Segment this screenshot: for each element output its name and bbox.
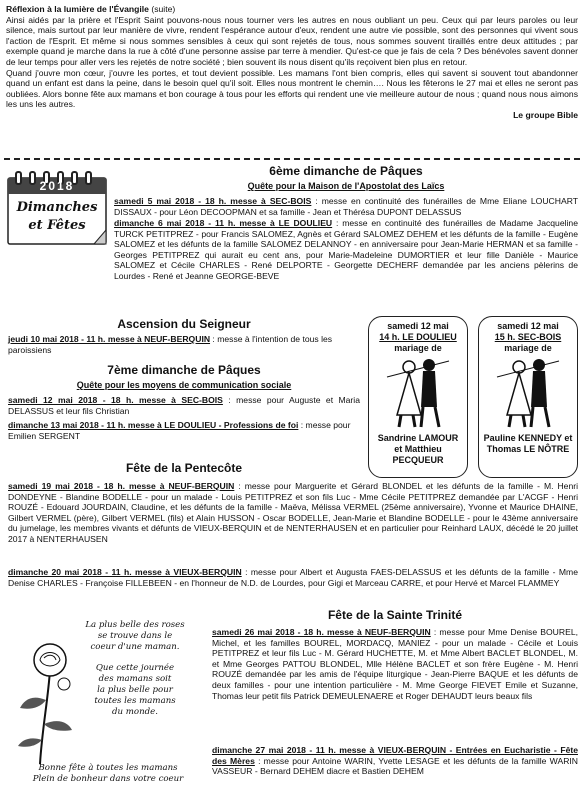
poem-line: du monde. — [112, 707, 158, 717]
wedding-2-date: samedi 12 mai — [497, 321, 559, 331]
reflection-signature: Le groupe Bible — [513, 109, 578, 120]
easter6-entry-2: dimanche 6 mai 2018 - 11 h. messe à LE DOULIEU : messe en continuité des funérailles de Madame Jacqueline TURCK PETITPREZ - pour Francis SALOMEZ, Agnès et Gérard SALOMEZ DEHEM et les défunts de la famille - Eugène SALOMEZ et les défunts de la famille SALOMEZ DELANNOY - en anniversaire pour Jean-Marie HERMAN et sa famille - Georges PETITPREZ qui aurait eu cent ans, pour Marie-Madeleine DUMORTIER et leur fille Danièle - Maurice SALOMEZ et Cécile CHARLES - René DELPORTE - Georgette DECHERF demandée par les anciens pèlerins de Lourdes - René et Jeanne GEORGE-BEVE — [114, 218, 578, 281]
wedding-couple-icon — [383, 357, 453, 429]
wedding-1-label: mariage de — [394, 343, 442, 353]
wedding-1-date: samedi 12 mai — [387, 321, 449, 331]
calendar-line-2: et Fêtes — [28, 218, 86, 233]
wedding-2-label: mariage de — [504, 343, 552, 353]
calendar-icon — [6, 170, 108, 246]
reflection-paragraph-1: Ainsi aidés par la prière et l'Esprit Saint pouvons-nous nous tourner vers les autres en nous oubliant un peu. Ceux qui par leurs paroles ou leur silence, mais surtout par leur manière de vivre, rendent l'espérance autour d'eux, rendent une autre vie possible, sont des personnes qui vivent sous l'action de l'Esprit. Et même si nous sommes sensibles à ceux qui sont rejetés de tous, nous sommes souvent tiraillés entre deux attitudes ; par exemple quand je marche dans la rue à côté d'une personne assise par terre à mendier. Qu'est-ce que je fais de cela ? Des bénévoles savent donner de leur temps pour aller vers les rejetés de notre société ; bien souvent ils nous disent qu'ils reçoivent bien plus en retour. — [6, 14, 578, 67]
poem-line: Bonne fête à toutes les mamans — [38, 763, 178, 773]
trinity-title: Fête de la Sainte Trinité — [327, 608, 463, 622]
easter6-subtitle: Quête pour la Maison de l'Apostolat des Laïcs — [247, 181, 445, 191]
ascension-title: Ascension du Seigneur — [117, 317, 251, 331]
wedding-box-1 — [368, 316, 468, 478]
pentecost-entry-2: dimanche 20 mai 2018 - 11 h. messe à VIEUX-BERQUIN : messe pour Albert et Augusta FAES-DELASSUS et les défunts de la famille - Mme Denise CHARLES - Françoise FILLEBEEN - en l'honneur de N.D. de Lourdes, pour Gigi et Marceau CARRE, et pour Hervé et Marcel FLAMMEY — [8, 567, 578, 588]
pentecost-title: Fête de la Pentecôte — [125, 461, 243, 475]
easter7-title: 7ème dimanche de Pâques — [107, 363, 261, 377]
easter6-entry-1: samedi 5 mai 2018 - 18 h. messe à SEC-BOIS : messe en continuité des funérailles de Mme Eliane LOUCHART DISSAUX - pour Léon DECOOPMAN et sa famille - Jean et Thérésa DUPONT DELASSUS — [114, 196, 579, 217]
poem-line: coeur d'une maman. — [90, 642, 180, 652]
easter7-subtitle: Quête pour les moyens de communication sociale — [76, 380, 292, 390]
easter7-entry-2: dimanche 13 mai 2018 - 11 h. messe à LE DOULIEU - Professions de foi : messe pour Emilien SERGENT — [8, 420, 351, 441]
poem-line: La plus belle des roses — [85, 620, 185, 630]
easter6-title: 6ème dimanche de Pâques — [269, 164, 423, 178]
wedding-box-2 — [478, 316, 578, 478]
poem — [60, 620, 210, 718]
reflection-section — [6, 4, 578, 121]
section-divider — [4, 158, 580, 160]
reflection-paragraph-2: Quand j'ouvre mon cœur, j'ouvre les portes, et tout devient possible. Les mamans l'ont bien compris, elles qui savent si souvent tout abandonner quand un enfant est dans la peine, dans le besoin quel qu'il soit. Elles nous montrent le chemin…. Nous les fêterons le 27 mai et elles ne seront pas oubliées. Alors bonne fête aux mamans et bon courage à tous pour les efforts qui rendent une vie meilleure autour de nous ; quand nous nous aimons les uns les autres. — [6, 67, 578, 110]
wedding-1-time-place: 14 h. LE DOULIEU — [379, 332, 457, 342]
pentecost-entry-1: samedi 19 mai 2018 - 18 h. messe à NEUF-BERQUIN : messe pour Marguerite et Gérard BLONDEL et les défunts de la famille - M. Henri DONDEYNE - Blandine BODELLE - pour un malade - Louis PETITPREZ et son fils Luc - Mme Cécile PETITPREZ demandée par L'ACGF - Henri ROUZÉ - Edouard JOURDAIN, Claudine, et les défunts de la famille - Maëva, Mélissa VERMEL (25ème anniversaire), Yvonne et Maurice DHAINE, Gilbert VERMEL (père), Gilbert VERMEL (fils) et Alain HUSSON - Oscar BODELLE, Jean-Marie et Blandine BODELLE - pour le 43ème anniversaire du jumelage, les membres vivants et défunts de VIEUX-BERQUIN et de NENTERHAUSEN et en particulier pour Reinhard LAUX, décédé le 20 juillet 2017 à NENTERHAUSEN — [8, 481, 578, 544]
trinity-entry-1: samedi 26 mai 2018 - 18 h. messe à NEUF-BERQUIN : messe pour Mme Denise BOUREL, Michel, et les familles BOUREL, MORDACQ, MANIEZ - pour un malade - Cécile et Louis PETITPREZ et leur fils Luc - M. Gérard HUCHETTE, M. et Mme Albert BACLET BLONDEL, M. et Mme Georges PATTOU BLONDEL, Mlle Hélène BACLET et son frère Eugène - M. Henri ROUZÉ demandée par les amis de l'équipe liturgique - Jean-Pierre BAQUE et les défunts de deux familles - pour une intention particulière - M. Mme George FIEVET Emile et Suzanne, Thomas leur petit fils Patrick DEMEULENAERE et Roger DEHAUDT leurs beaux fils — [212, 627, 578, 701]
reflection-heading: Réflexion à la lumière de l'Évangile (suite) — [6, 4, 176, 14]
wedding-2-time-place: 15 h. SEC-BOIS — [494, 332, 562, 342]
calendar-year: 2018 — [39, 179, 75, 193]
poem-line: la plus belle pour — [97, 685, 173, 695]
poem-footer — [8, 763, 208, 785]
easter7-entry-1: samedi 12 mai 2018 - 18 h. messe à SEC-BOIS : messe pour Auguste et Maria DELASSUS et leur fils Christian — [8, 395, 360, 416]
wedding-2-names: Pauline KENNEDY et Thomas LE NÔTRE — [483, 433, 573, 454]
wedding-couple-icon — [493, 357, 563, 429]
poem-line: se trouve dans le — [97, 631, 173, 641]
poem-line: toutes les mamans — [94, 696, 176, 706]
trinity-entry-2: dimanche 27 mai 2018 - 11 h. messe à VIEUX-BERQUIN - Entrées en Eucharistie - Fête des Mères : messe pour Antoine WARIN, Yvette LESAGE et les défunts de la famille WARIN VASSEUR - Bernard DEHEM diacre et Bastien DEHEM — [212, 745, 578, 777]
poem-line: des mamans soit — [98, 674, 172, 684]
calendar-line-1: Dimanches — [16, 200, 98, 215]
poem-line: Que cette journée — [95, 663, 175, 673]
wedding-1-names: Sandrine LAMOUR et Matthieu PECQUEUR — [377, 433, 459, 465]
poem-line: Plein de bonheur dans votre coeur — [32, 774, 184, 784]
ascension-entry: jeudi 10 mai 2018 - 11 h. messe à NEUF-BERQUIN : messe à l'intention de tous les paroissiens — [8, 334, 333, 355]
